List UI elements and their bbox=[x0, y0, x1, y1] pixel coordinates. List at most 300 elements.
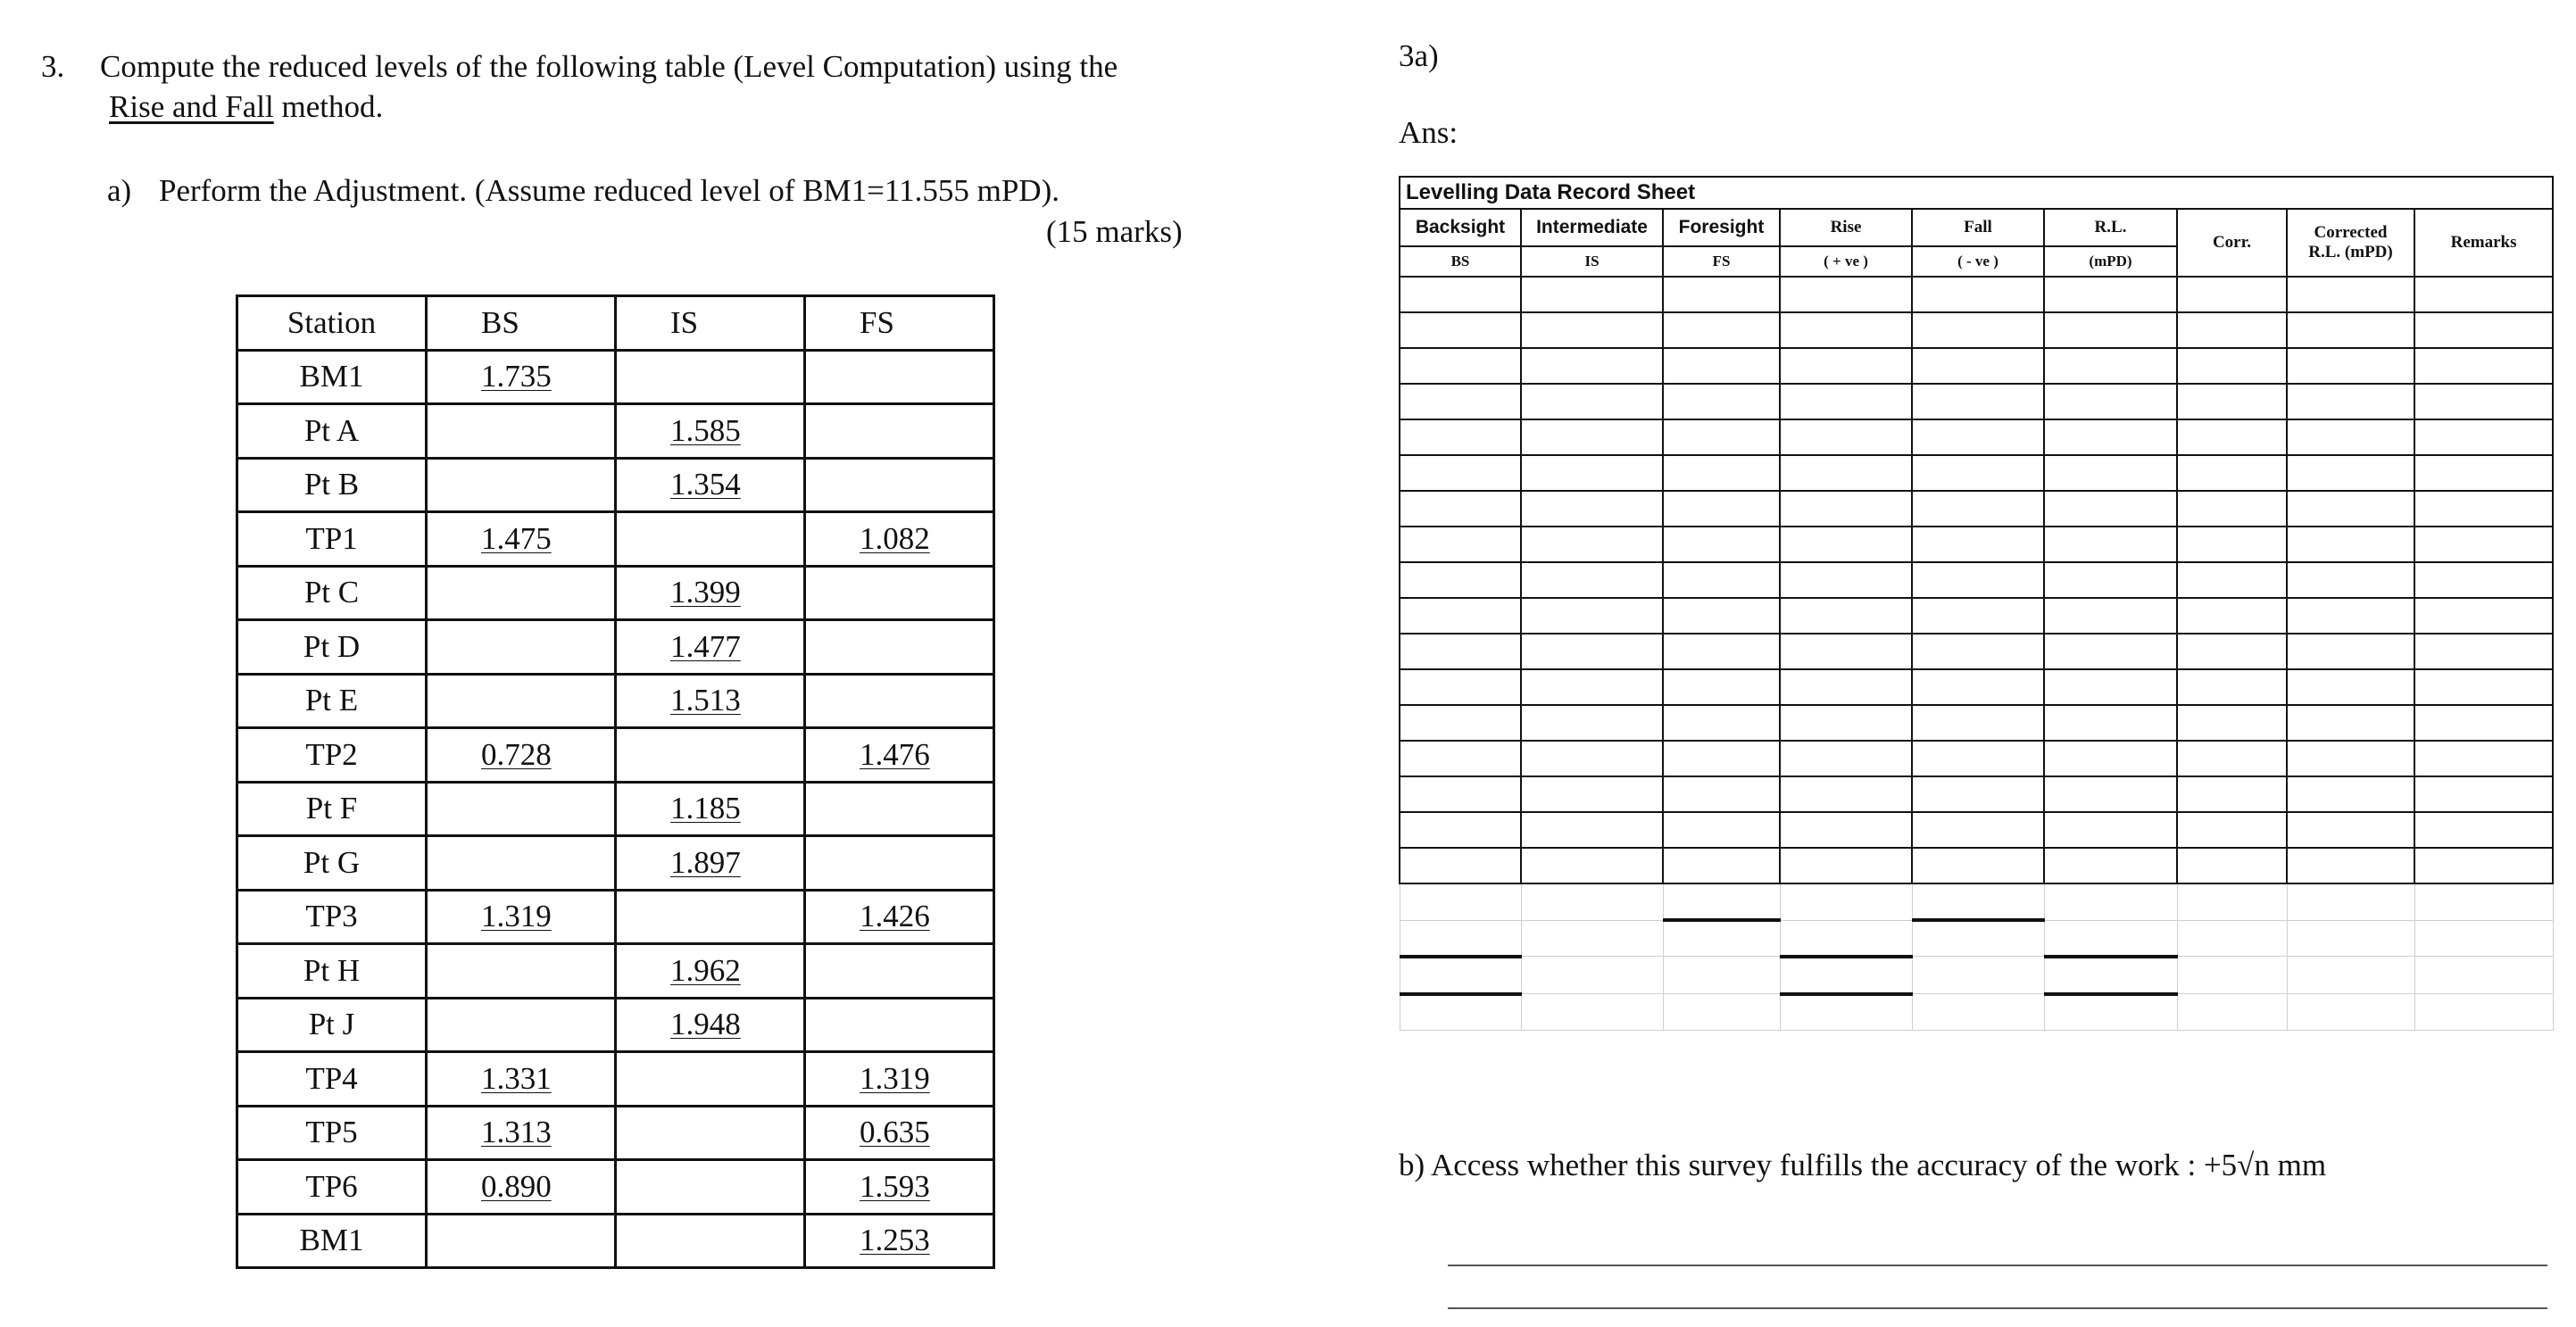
cell-is bbox=[616, 1160, 805, 1215]
cell-bs bbox=[427, 404, 616, 459]
cell-station: Pt B bbox=[237, 458, 427, 512]
sheet-header-6: Corr. bbox=[2177, 209, 2287, 277]
sheet-entry-cell[interactable] bbox=[1663, 669, 1780, 705]
cell-fs bbox=[805, 836, 994, 891]
cell-station: TP1 bbox=[237, 512, 427, 567]
sheet-entry-cell[interactable] bbox=[1780, 348, 1912, 384]
sheet-entry-cell[interactable] bbox=[1663, 957, 1780, 994]
sheet-entry-cell[interactable] bbox=[1780, 994, 1912, 1031]
sheet-entry-cell[interactable] bbox=[2044, 669, 2177, 705]
sheet-entry-cell[interactable] bbox=[1400, 920, 1521, 957]
cell-station: Pt F bbox=[237, 782, 427, 836]
sheet-entry-cell[interactable] bbox=[2287, 812, 2414, 848]
sheet-entry-cell[interactable] bbox=[1521, 527, 1663, 562]
cell-bs bbox=[427, 458, 616, 512]
sheet-entry-cell[interactable] bbox=[2287, 598, 2414, 634]
sheet-entry-cell[interactable] bbox=[1400, 741, 1521, 776]
sheet-entry-cell[interactable] bbox=[2414, 312, 2553, 348]
sheet-entry-cell[interactable] bbox=[1400, 634, 1521, 669]
sheet-entry-cell[interactable] bbox=[1912, 741, 2044, 776]
sheet-entry-cell[interactable] bbox=[1400, 994, 1521, 1031]
sheet-entry-cell[interactable] bbox=[2044, 994, 2177, 1031]
sheet-header-0: Backsight bbox=[1400, 209, 1521, 246]
table-row bbox=[237, 1160, 994, 1215]
cell-fs bbox=[805, 458, 994, 512]
cell-is: 1.585 bbox=[616, 404, 805, 459]
sheet-entry-cell[interactable] bbox=[2177, 883, 2287, 920]
sheet-entry-cell[interactable] bbox=[2177, 957, 2287, 994]
cell-fs bbox=[805, 674, 994, 728]
sheet-entry-cell[interactable] bbox=[1912, 848, 2044, 883]
sheet-entry-cell[interactable] bbox=[1912, 920, 2044, 957]
sheet-entry-row bbox=[1400, 776, 2553, 812]
part-a-text: Perform the Adjustment. (Assume reduced level of BM1=11.555 mPD). bbox=[159, 173, 1059, 208]
sheet-entry-cell[interactable] bbox=[1780, 920, 1912, 957]
sheet-entry-cell[interactable] bbox=[1400, 491, 1521, 527]
sheet-entry-cell[interactable] bbox=[1663, 384, 1780, 419]
cell-station: TP2 bbox=[237, 728, 427, 783]
sheet-entry-cell[interactable] bbox=[1521, 598, 1663, 634]
cell-fs bbox=[805, 998, 994, 1052]
sheet-header-3: Rise bbox=[1780, 209, 1912, 246]
sheet-header-8: Remarks bbox=[2414, 209, 2553, 277]
cell-is bbox=[616, 728, 805, 783]
sheet-entry-cell[interactable] bbox=[1912, 527, 2044, 562]
sheet-entry-cell[interactable] bbox=[2177, 491, 2287, 527]
sheet-entry-cell[interactable] bbox=[2044, 527, 2177, 562]
sheet-entry-cell[interactable] bbox=[2414, 277, 2553, 312]
cell-is bbox=[616, 1106, 805, 1160]
cell-station: BM1 bbox=[237, 350, 427, 404]
cell-bs: 0.890 bbox=[427, 1160, 616, 1215]
sheet-entry-cell[interactable] bbox=[1521, 883, 1663, 920]
sheet-entry-cell[interactable] bbox=[2414, 634, 2553, 669]
sheet-entry-cell[interactable] bbox=[1521, 812, 1663, 848]
sheet-entry-cell[interactable] bbox=[1663, 920, 1780, 957]
sheet-entry-cell[interactable] bbox=[2177, 920, 2287, 957]
sheet-entry-cell[interactable] bbox=[1521, 277, 1663, 312]
sheet-entry-cell[interactable] bbox=[2044, 883, 2177, 920]
sheet-subheader-0: BS bbox=[1400, 246, 1521, 277]
sheet-entry-cell[interactable] bbox=[1521, 705, 1663, 741]
sheet-entry-cell[interactable] bbox=[1663, 277, 1780, 312]
sheet-entry-cell[interactable] bbox=[1663, 776, 1780, 812]
cell-bs: 0.728 bbox=[427, 728, 616, 783]
sheet-entry-cell[interactable] bbox=[2177, 277, 2287, 312]
sheet-entry-row bbox=[1400, 669, 2553, 705]
sheet-entry-row bbox=[1400, 920, 2553, 957]
sheet-entry-cell[interactable] bbox=[2044, 491, 2177, 527]
sheet-entry-row bbox=[1400, 994, 2553, 1031]
table-row bbox=[237, 404, 994, 459]
sheet-entry-cell[interactable] bbox=[1780, 562, 1912, 598]
sheet-entry-cell[interactable] bbox=[1521, 994, 1663, 1031]
table-row bbox=[237, 458, 994, 512]
sheet-entry-cell[interactable] bbox=[1912, 348, 2044, 384]
sheet-entry-cell[interactable] bbox=[2044, 812, 2177, 848]
sheet-entry-cell[interactable] bbox=[2287, 705, 2414, 741]
sheet-entry-cell[interactable] bbox=[2414, 562, 2553, 598]
sheet-entry-cell[interactable] bbox=[2414, 848, 2553, 883]
sheet-entry-cell[interactable] bbox=[2044, 277, 2177, 312]
method-name: Rise and Fall bbox=[109, 89, 274, 124]
sheet-entry-row bbox=[1400, 562, 2553, 598]
sheet-entry-cell[interactable] bbox=[1780, 277, 1912, 312]
sheet-entry-cell[interactable] bbox=[1663, 491, 1780, 527]
cell-station: TP3 bbox=[237, 890, 427, 944]
header-station: Station bbox=[237, 296, 427, 351]
sheet-header-1: Intermediate bbox=[1521, 209, 1663, 246]
sheet-entry-cell[interactable] bbox=[2177, 527, 2287, 562]
sheet-entry-cell[interactable] bbox=[2414, 527, 2553, 562]
sheet-entry-cell[interactable] bbox=[2287, 848, 2414, 883]
sheet-entry-cell[interactable] bbox=[2044, 776, 2177, 812]
table-row bbox=[237, 674, 994, 728]
table-row bbox=[237, 512, 994, 567]
question-line-1: Compute the reduced levels of the following table (Level Computation) using the bbox=[100, 49, 1118, 84]
marks-label: (15 marks) bbox=[1046, 214, 1183, 249]
sheet-header-5: R.L. bbox=[2044, 209, 2177, 246]
cell-fs bbox=[805, 782, 994, 836]
sheet-entry-cell[interactable] bbox=[2414, 491, 2553, 527]
cell-bs: 1.313 bbox=[427, 1106, 616, 1160]
sheet-entry-cell[interactable] bbox=[2044, 312, 2177, 348]
sheet-entry-cell[interactable] bbox=[1780, 883, 1912, 920]
cell-bs: 1.331 bbox=[427, 1052, 616, 1107]
sheet-entry-cell[interactable] bbox=[1663, 705, 1780, 741]
sheet-entry-cell[interactable] bbox=[2044, 384, 2177, 419]
sheet-entry-cell[interactable] bbox=[2044, 634, 2177, 669]
sheet-entry-cell[interactable] bbox=[2044, 455, 2177, 491]
sheet-entry-cell[interactable] bbox=[1521, 312, 1663, 348]
sheet-entry-cell[interactable] bbox=[1400, 348, 1521, 384]
cell-is: 1.948 bbox=[616, 998, 805, 1052]
cell-bs: 1.319 bbox=[427, 890, 616, 944]
sheet-entry-cell[interactable] bbox=[2177, 384, 2287, 419]
sheet-entry-cell[interactable] bbox=[2287, 957, 2414, 994]
cell-fs bbox=[805, 566, 994, 620]
part-a-label: a) bbox=[107, 173, 132, 208]
sheet-entry-cell[interactable] bbox=[2044, 598, 2177, 634]
question-line-2 bbox=[109, 87, 383, 128]
sheet-entry-cell[interactable] bbox=[2044, 848, 2177, 883]
sheet-entry-cell[interactable] bbox=[1912, 994, 2044, 1031]
sheet-entry-cell[interactable] bbox=[2414, 455, 2553, 491]
sheet-entry-cell[interactable] bbox=[2177, 598, 2287, 634]
cell-station: Pt A bbox=[237, 404, 427, 459]
sheet-entry-cell[interactable] bbox=[1780, 848, 1912, 883]
sheet-entry-cell[interactable] bbox=[1400, 705, 1521, 741]
cell-fs: 1.082 bbox=[805, 512, 994, 567]
sheet-entry-cell[interactable] bbox=[2287, 527, 2414, 562]
sheet-entry-cell[interactable] bbox=[1400, 848, 1521, 883]
sheet-entry-cell[interactable] bbox=[1663, 598, 1780, 634]
sheet-entry-row bbox=[1400, 705, 2553, 741]
sheet-entry-cell[interactable] bbox=[2044, 920, 2177, 957]
table-row bbox=[237, 998, 994, 1052]
cell-station: BM1 bbox=[237, 1214, 427, 1268]
sheet-entry-cell[interactable] bbox=[1400, 419, 1521, 455]
sheet-entry-cell[interactable] bbox=[1400, 957, 1521, 994]
sheet-entry-cell[interactable] bbox=[2177, 994, 2287, 1031]
sheet-entry-cell[interactable] bbox=[2287, 491, 2414, 527]
sheet-entry-cell[interactable] bbox=[2287, 994, 2414, 1031]
sheet-entry-cell[interactable] bbox=[2287, 562, 2414, 598]
sheet-entry-cell[interactable] bbox=[2414, 598, 2553, 634]
sheet-entry-cell[interactable] bbox=[1400, 527, 1521, 562]
table-row bbox=[237, 1214, 994, 1268]
sheet-entry-cell[interactable] bbox=[1521, 741, 1663, 776]
sheet-entry-cell[interactable] bbox=[2414, 348, 2553, 384]
cell-bs bbox=[427, 620, 616, 675]
cell-fs: 1.426 bbox=[805, 890, 994, 944]
sheet-entry-cell[interactable] bbox=[1780, 957, 1912, 994]
table-row bbox=[237, 728, 994, 783]
sheet-entry-cell[interactable] bbox=[2414, 883, 2553, 920]
cell-bs bbox=[427, 944, 616, 999]
sheet-entry-cell[interactable] bbox=[1400, 669, 1521, 705]
sheet-entry-cell[interactable] bbox=[1780, 455, 1912, 491]
sheet-entry-cell[interactable] bbox=[2177, 634, 2287, 669]
sheet-header-4: Fall bbox=[1912, 209, 2044, 246]
sheet-entry-cell[interactable] bbox=[1663, 994, 1780, 1031]
sheet-entry-cell[interactable] bbox=[1521, 957, 1663, 994]
sheet-entry-cell[interactable] bbox=[1780, 812, 1912, 848]
sheet-entry-cell[interactable] bbox=[2177, 812, 2287, 848]
cell-is bbox=[616, 1214, 805, 1268]
sheet-entry-cell[interactable] bbox=[1780, 491, 1912, 527]
sheet-entry-cell[interactable] bbox=[2414, 419, 2553, 455]
sheet-entry-cell[interactable] bbox=[2044, 957, 2177, 994]
sheet-entry-cell[interactable] bbox=[1400, 562, 1521, 598]
sheet-entry-cell[interactable] bbox=[1663, 812, 1780, 848]
sheet-entry-cell[interactable] bbox=[1663, 634, 1780, 669]
sheet-entry-cell[interactable] bbox=[1663, 348, 1780, 384]
sheet-entry-cell[interactable] bbox=[2287, 312, 2414, 348]
sheet-entry-cell[interactable] bbox=[1912, 634, 2044, 669]
sheet-entry-cell[interactable] bbox=[2287, 455, 2414, 491]
sheet-entry-cell[interactable] bbox=[1521, 776, 1663, 812]
sheet-entry-cell[interactable] bbox=[2177, 348, 2287, 384]
sheet-entry-cell[interactable] bbox=[1521, 562, 1663, 598]
sheet-entry-cell[interactable] bbox=[1663, 527, 1780, 562]
cell-is bbox=[616, 1052, 805, 1107]
sheet-header-2: Foresight bbox=[1663, 209, 1780, 246]
sheet-subheader-5: (mPD) bbox=[2044, 246, 2177, 277]
sheet-entry-cell[interactable] bbox=[1663, 312, 1780, 348]
sheet-entry-cell[interactable] bbox=[2287, 634, 2414, 669]
sheet-entry-cell[interactable] bbox=[1400, 384, 1521, 419]
sheet-entry-cell[interactable] bbox=[2414, 776, 2553, 812]
sheet-entry-cell[interactable] bbox=[1780, 598, 1912, 634]
sheet-entry-cell[interactable] bbox=[1912, 669, 2044, 705]
sheet-entry-cell[interactable] bbox=[1912, 705, 2044, 741]
sheet-entry-cell[interactable] bbox=[1912, 491, 2044, 527]
sheet-entry-cell[interactable] bbox=[1780, 705, 1912, 741]
sheet-entry-cell[interactable] bbox=[1780, 634, 1912, 669]
cell-station: TP5 bbox=[237, 1106, 427, 1160]
answer-line-2[interactable] bbox=[1448, 1307, 2547, 1309]
sheet-entry-cell[interactable] bbox=[1780, 776, 1912, 812]
sheet-entry-cell[interactable] bbox=[1663, 455, 1780, 491]
level-data-table bbox=[236, 294, 995, 1269]
sheet-entry-cell[interactable] bbox=[1521, 669, 1663, 705]
sheet-entry-cell[interactable] bbox=[1521, 848, 1663, 883]
sheet-entry-cell[interactable] bbox=[2177, 669, 2287, 705]
sheet-entry-cell[interactable] bbox=[2177, 455, 2287, 491]
sheet-entry-cell[interactable] bbox=[1912, 455, 2044, 491]
sheet-entry-cell[interactable] bbox=[1663, 419, 1780, 455]
sheet-entry-cell[interactable] bbox=[1400, 812, 1521, 848]
cell-is bbox=[616, 350, 805, 404]
part-b-text: b) Access whether this survey fulfills the accuracy of the work : +5√n mm bbox=[1399, 1148, 2327, 1182]
answer-line-1[interactable] bbox=[1448, 1265, 2547, 1266]
sheet-entry-cell[interactable] bbox=[1663, 562, 1780, 598]
sheet-entry-cell[interactable] bbox=[1912, 384, 2044, 419]
cell-fs: 1.593 bbox=[805, 1160, 994, 1215]
sheet-entry-cell[interactable] bbox=[2414, 741, 2553, 776]
sheet-entry-cell[interactable] bbox=[2287, 883, 2414, 920]
sheet-entry-cell[interactable] bbox=[2287, 669, 2414, 705]
sheet-entry-cell[interactable] bbox=[1780, 419, 1912, 455]
sheet-entry-cell[interactable] bbox=[2177, 848, 2287, 883]
sheet-title: Levelling Data Record Sheet bbox=[1400, 177, 2553, 209]
ans-label: Ans: bbox=[1399, 115, 1458, 150]
sheet-entry-cell[interactable] bbox=[1663, 741, 1780, 776]
levelling-record-sheet bbox=[1399, 176, 2554, 1031]
sheet-entry-cell[interactable] bbox=[2044, 562, 2177, 598]
sheet-entry-row bbox=[1400, 848, 2553, 883]
sheet-entry-cell[interactable] bbox=[1780, 741, 1912, 776]
sheet-entry-cell[interactable] bbox=[2044, 419, 2177, 455]
question-number: 3. bbox=[41, 49, 65, 84]
sheet-entry-row bbox=[1400, 455, 2553, 491]
sheet-entry-cell[interactable] bbox=[2414, 705, 2553, 741]
sheet-entry-cell[interactable] bbox=[1780, 527, 1912, 562]
sheet-entry-cell[interactable] bbox=[1521, 455, 1663, 491]
sheet-entry-cell[interactable] bbox=[1912, 419, 2044, 455]
header-is: IS bbox=[616, 296, 805, 351]
sheet-entry-cell[interactable] bbox=[2414, 669, 2553, 705]
sheet-entry-cell[interactable] bbox=[1912, 776, 2044, 812]
sheet-subheader-2: FS bbox=[1663, 246, 1780, 277]
sheet-entry-cell[interactable] bbox=[2177, 741, 2287, 776]
cell-station: Pt D bbox=[237, 620, 427, 675]
sheet-entry-cell[interactable] bbox=[1400, 598, 1521, 634]
table-row bbox=[237, 620, 994, 675]
sheet-entry-cell[interactable] bbox=[2177, 705, 2287, 741]
sheet-entry-cell[interactable] bbox=[1912, 812, 2044, 848]
sheet-entry-cell[interactable] bbox=[1912, 312, 2044, 348]
sheet-entry-cell[interactable] bbox=[1912, 562, 2044, 598]
sheet-entry-cell[interactable] bbox=[2414, 957, 2553, 994]
sheet-entry-cell[interactable] bbox=[2177, 419, 2287, 455]
sheet-entry-cell[interactable] bbox=[1400, 277, 1521, 312]
sheet-entry-cell[interactable] bbox=[1521, 920, 1663, 957]
sheet-entry-row bbox=[1400, 277, 2553, 312]
sheet-entry-cell[interactable] bbox=[2177, 562, 2287, 598]
cell-station: TP6 bbox=[237, 1160, 427, 1215]
table-row bbox=[237, 1106, 994, 1160]
sheet-entry-cell[interactable] bbox=[2287, 277, 2414, 312]
sheet-entry-row bbox=[1400, 598, 2553, 634]
table-row bbox=[237, 890, 994, 944]
sheet-entry-cell[interactable] bbox=[1400, 776, 1521, 812]
cell-is bbox=[616, 890, 805, 944]
cell-is: 1.185 bbox=[616, 782, 805, 836]
sheet-entry-cell[interactable] bbox=[2044, 705, 2177, 741]
sheet-entry-row bbox=[1400, 634, 2553, 669]
sheet-subheader-1: IS bbox=[1521, 246, 1663, 277]
table-row bbox=[237, 350, 994, 404]
sheet-entry-cell[interactable] bbox=[2287, 348, 2414, 384]
cell-fs: 1.319 bbox=[805, 1052, 994, 1107]
table-header-row bbox=[237, 296, 994, 351]
sheet-entry-cell[interactable] bbox=[2177, 776, 2287, 812]
sheet-entry-row bbox=[1400, 312, 2553, 348]
sheet-entry-cell[interactable] bbox=[2287, 920, 2414, 957]
sheet-entry-cell[interactable] bbox=[2414, 812, 2553, 848]
sheet-entry-cell[interactable] bbox=[1521, 634, 1663, 669]
sheet-entry-row bbox=[1400, 741, 2553, 776]
sheet-subheader-4: ( - ve ) bbox=[1912, 246, 2044, 277]
table-row bbox=[237, 944, 994, 999]
sheet-entry-cell[interactable] bbox=[1912, 883, 2044, 920]
sheet-entry-row bbox=[1400, 348, 2553, 384]
sheet-entry-cell[interactable] bbox=[2287, 776, 2414, 812]
sheet-entry-cell[interactable] bbox=[1400, 883, 1521, 920]
cell-fs bbox=[805, 350, 994, 404]
cell-fs bbox=[805, 404, 994, 459]
cell-station: Pt H bbox=[237, 944, 427, 999]
cell-fs bbox=[805, 944, 994, 999]
sheet-entry-cell[interactable] bbox=[1663, 848, 1780, 883]
sheet-entry-cell[interactable] bbox=[2287, 384, 2414, 419]
cell-is: 1.477 bbox=[616, 620, 805, 675]
sheet-entry-cell[interactable] bbox=[1400, 455, 1521, 491]
cell-station: Pt J bbox=[237, 998, 427, 1052]
sheet-entry-cell[interactable] bbox=[2044, 348, 2177, 384]
sheet-entry-cell[interactable] bbox=[1912, 277, 2044, 312]
sheet-header-7: Corrected R.L. (mPD) bbox=[2287, 209, 2414, 277]
sheet-entry-row bbox=[1400, 419, 2553, 455]
sheet-entry-cell[interactable] bbox=[1663, 883, 1780, 920]
sheet-entry-cell[interactable] bbox=[1521, 419, 1663, 455]
sheet-entry-cell[interactable] bbox=[1521, 384, 1663, 419]
cell-is: 1.399 bbox=[616, 566, 805, 620]
sheet-entry-cell[interactable] bbox=[2414, 994, 2553, 1031]
cell-is bbox=[616, 512, 805, 567]
sheet-entry-cell[interactable] bbox=[2044, 741, 2177, 776]
sheet-entry-cell[interactable] bbox=[2287, 741, 2414, 776]
sheet-entry-cell[interactable] bbox=[1521, 348, 1663, 384]
cell-is: 1.354 bbox=[616, 458, 805, 512]
sheet-entry-cell[interactable] bbox=[1912, 598, 2044, 634]
table-row bbox=[237, 782, 994, 836]
sheet-entry-cell[interactable] bbox=[2177, 312, 2287, 348]
sheet-entry-cell[interactable] bbox=[1521, 491, 1663, 527]
sheet-entry-cell[interactable] bbox=[2414, 384, 2553, 419]
sheet-entry-cell[interactable] bbox=[2414, 920, 2553, 957]
sheet-entry-cell[interactable] bbox=[1400, 312, 1521, 348]
sheet-entry-cell[interactable] bbox=[1912, 957, 2044, 994]
sheet-entry-row bbox=[1400, 527, 2553, 562]
sheet-entry-cell[interactable] bbox=[1780, 384, 1912, 419]
sheet-entry-cell[interactable] bbox=[1780, 669, 1912, 705]
header-bs: BS bbox=[427, 296, 616, 351]
sheet-entry-cell[interactable] bbox=[2287, 419, 2414, 455]
sheet-entry-cell[interactable] bbox=[1780, 312, 1912, 348]
